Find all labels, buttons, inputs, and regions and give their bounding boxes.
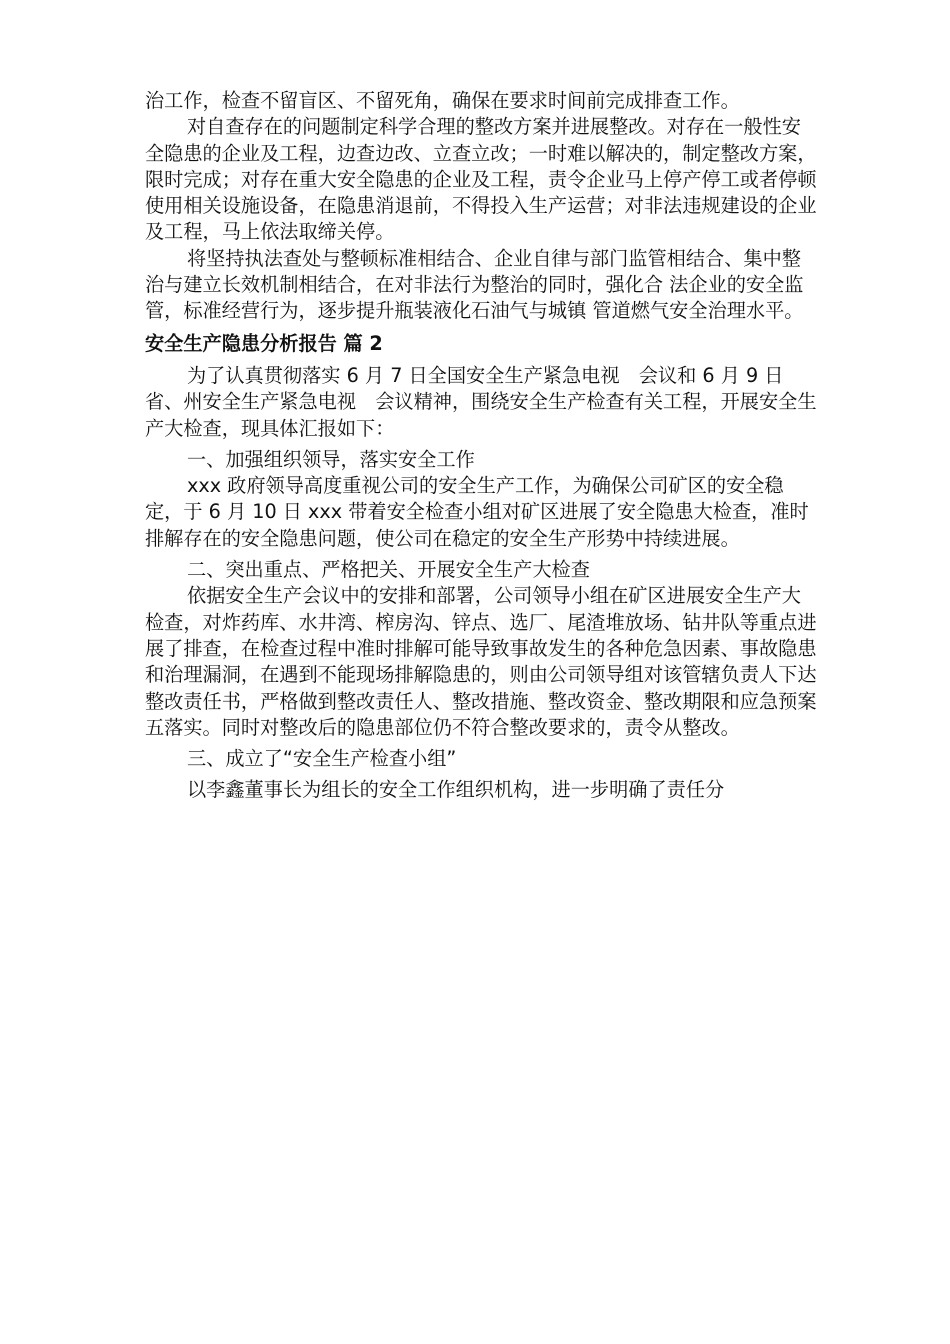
document-body bbox=[145, 88, 820, 804]
subheading-inspection: 二、突出重点、严格把关、开展安全生产大检查 bbox=[187, 558, 590, 582]
paragraph-intro-continuation: 治工作，检查不留盲区、不留死角，确保在要求时间前完成排查工作。 bbox=[145, 89, 740, 112]
paragraph-inspection-team: 以李鑫董事长为组长的安全工作组织机构，进一步明确了责任分 bbox=[187, 778, 725, 802]
paragraph-report-intro: 为了认真贯彻落实 6 月 7 日全国安全生产紧急电视 会议和 6 月 9 日省、州安全生产紧急电视 会议精神，围绕安全生产检查有关工程，开展安全生产大检查，现具体汇报如下： bbox=[145, 363, 817, 440]
section-heading: 安全生产隐患分析报告 篇 2 bbox=[145, 331, 383, 355]
paragraph-inspection: 依据安全生产会议中的安排和部署，公司领导小组在矿区进展安全生产大检查，对炸药库、水井湾、榨房沟、锌点、选厂、尾渣堆放场、钻井队等重点进展了排查，在检查过程中准时排解可能导致事故发生的各种危急因素、事故隐患和治理漏洞，在遇到不能现场排解隐患的，则由公司领导组对该管辖负责人下达整改责任书，严格做到整改责任人、整改措施、整改资金、整改期限和应急预案五落实。同时对整改后的隐患部位仍不符合整改要求的，责令从整改。 bbox=[145, 584, 817, 739]
subheading-organization: 一、加强组织领导，落实安全工作 bbox=[187, 447, 475, 471]
paragraph-organization: xxx 政府领导高度重视公司的安全生产工作，为确保公司矿区的安全稳定，于 6 月 10 日 xxx 带着安全检查小组对矿区进展了安全隐患大检查，准时排解存在的安全隐患问题，使公司在稳定的安全生产形势中持续进展。 bbox=[145, 474, 809, 550]
paragraph-rectification-plan: 对自查存在的问题制定科学合理的整改方案并进展整改。对存在一般性安全隐患的企业及工程，边查边改、立查立改；一时难以解决的，制定整改方案，限时完成；对存在重大安全隐患的企业及工程，责令企业马上停产停工或者停顿使用相关设施设备，在隐患消退前，不得投入生产运营；对非法违规建设的企业及工程，马上依法取缔关停。 bbox=[145, 115, 817, 244]
paragraph-enforcement: 将坚持执法查处与整顿标准相结合、企业自律与部门监管相结合、集中整治与建立长效机制相结合，在对非法行为整治的同时，强化合 法企业的安全监管，标准经营行为，逐步提升瓶装液化石油气与城镇 管道燃气安全治理水平。 bbox=[145, 246, 804, 323]
subheading-inspection-team: 三、成立了“安全生产检查小组” bbox=[187, 747, 457, 771]
